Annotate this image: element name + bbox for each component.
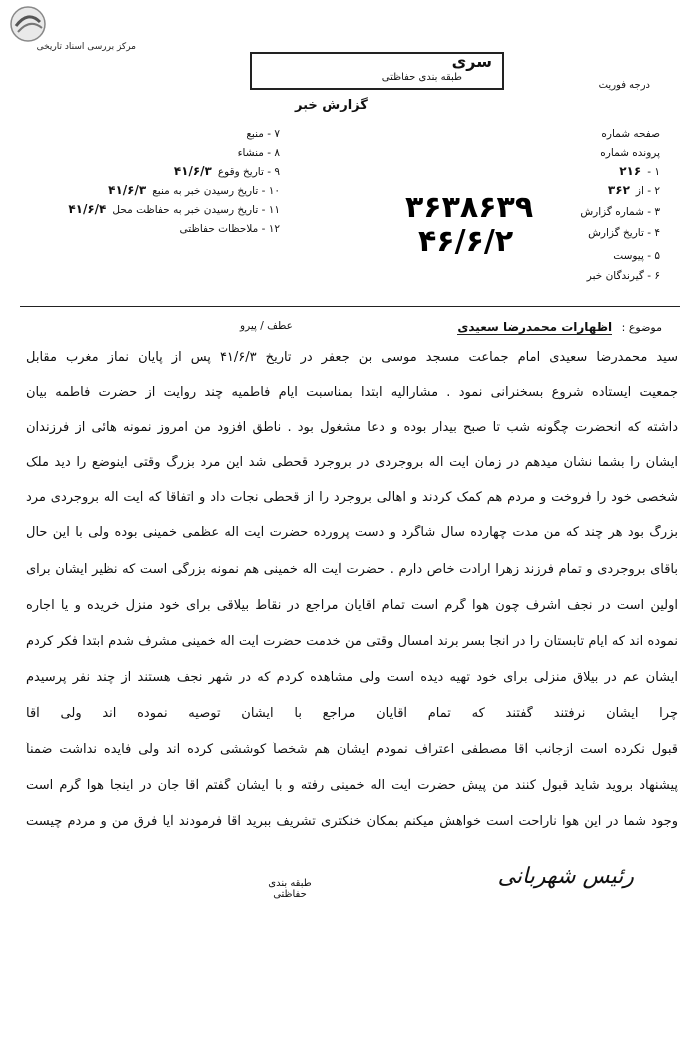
field-date-received-source: ۱۰ - تاریخ رسیدن خبر به منبع۴۱/۶/۳ (108, 183, 280, 197)
body-line: چرا ایشان نرفتند گفتند که تمام آقایان مراجع با ایشان توصیه نموده اند ولی آقا (26, 706, 678, 721)
body-line: جمعیت ایستاده شروع بسخنرانی نمود . مشارالیه ابتدا بمناسبت ایام فاطمیه چند روایت از حضرت فاطمه بیان (26, 385, 678, 400)
field-date-received-office: ۱۱ - تاریخ رسیدن خبر به حفاظت محل۴۱/۶/۴ (68, 202, 280, 216)
body-line: ایشان را بشما نشان میدهم در زمان آیت اله بروجردی در بروجرد قحطی شد این مرد بزرگ وقتی اینوضع را دید ملک (26, 455, 678, 470)
field-from: ۲ - از۳۶۲ (607, 183, 660, 197)
report-title: گزارش خبر (295, 98, 368, 113)
body-line: پیشنهاد بروید شاید قبول کنند من پیش حضرت آیت اله خمینی رفته و با ایشان گفتم آقا جان در اینجا هوا گرم است (26, 778, 678, 793)
field-occurrence-date: ۹ - تاریخ وقوع۴۱/۶/۳ (173, 164, 280, 178)
field-recipients: ۶ - گیرندگان خبر (586, 270, 660, 282)
field-to: ۱ -۲۱۶ (619, 164, 660, 178)
field-attachment: ۵ - پیوست (613, 250, 660, 262)
body-line: نموده اند که ایام تابستان را در آنجا بسر برند امسال وقتی من خدمت حضرت آیت اله خمینی مشرف شدم ابتدا فکر کردم (26, 634, 678, 649)
field-page-number: صفحه شماره (601, 128, 660, 140)
field-origin: ۸ - منشاء (237, 147, 280, 159)
urgency-label: درجه فوریت (598, 80, 650, 91)
reference-label: عطف / پیرو (240, 320, 293, 332)
stamp-line1: سری (451, 52, 492, 71)
field-report-date: ۴ - تاریخ گزارش (588, 227, 660, 239)
body-line: ایشان عم در بیلاق منزلی برای خود تهیه دیده است ولی مشاهده کردم که در شهر نجف هستند از چند نفر پرسیدم (26, 670, 678, 685)
header-divider (20, 306, 680, 307)
subject-value: اظهارات محمدرضا سعیدی (457, 320, 613, 334)
stamp-line2: طبقه بندی حفاظتی (381, 72, 462, 83)
subject-row: موضوع : اظهارات محمدرضا سعیدی (457, 320, 662, 334)
handwritten-date: ۴۶/۶/۲ (418, 224, 514, 259)
field-security-notes: ۱۲ - ملاحظات حفاظتی (179, 223, 280, 235)
body-line: باقای بروجردی و تمام فرزند زهرا ارادت خاص دارم . حضرت آیت اله خمینی هم نمونه بزرگی است که نظیر ایشان برای (26, 562, 678, 577)
body-line: شخصی خود را فروخت و مردم هم کمک کردند و اهالی بروجرد را از قحطی نجات داد و اتفاقاً که آیت اله بروجردی مرد (26, 490, 678, 505)
body-line: اولین است در نجف اشرف چون هوا گرم است تمام آقایان مراجع در نقاط بیلاقی برای خود منزل خریده و یا اجاره (26, 598, 678, 613)
body-line: قبول نکرده است ازجانب آقا مصطفی اعتراف نمودم ایشان هم شخصاً کوششی کرده اند ولی فایده نداشت ضمناً (26, 742, 678, 757)
signature: رئیس شهربانی (497, 864, 634, 889)
body-line: وجود شما در این هوا ناراحت است خواهش میکنم بمکان خنکتری تشریف ببرید آقا فرمودند آیا فرق من و مردم چیست (26, 814, 678, 829)
body-line: بزرگ بود هر چند که من مدت چهارده سال شاگرد و دست پرورده حضرت آیت اله عظمی خمینی بوده ولی با این حال (26, 525, 678, 540)
field-file-number: پرونده شماره (600, 147, 660, 159)
field-report-number: ۳ - شماره گزارش (580, 206, 660, 218)
body-line: سید محمدرضا سعیدی امام جماعت مسجد موسی بن جعفر در تاریخ ۴۱/۶/۳ پس از پایان نماز مغرب مقابل (26, 350, 678, 365)
body-line: داشته که آنحضرت چگونه شب تا صبح بیدار بوده و دعا مشغول بود . ناطق افزود من امروز نمونه هائی از فرزندان (26, 420, 678, 435)
archive-caption: مرکز بررسی اسناد تاریخی (36, 42, 136, 52)
subject-label: موضوع (628, 321, 662, 334)
classification-stamp (250, 52, 504, 90)
handwritten-number: ۳۶۳۸۶۳۹ (405, 190, 534, 225)
bottom-classification-label: طبقه بندی حفاظتی (268, 878, 312, 900)
field-source: ۷ - منبع (246, 128, 280, 140)
